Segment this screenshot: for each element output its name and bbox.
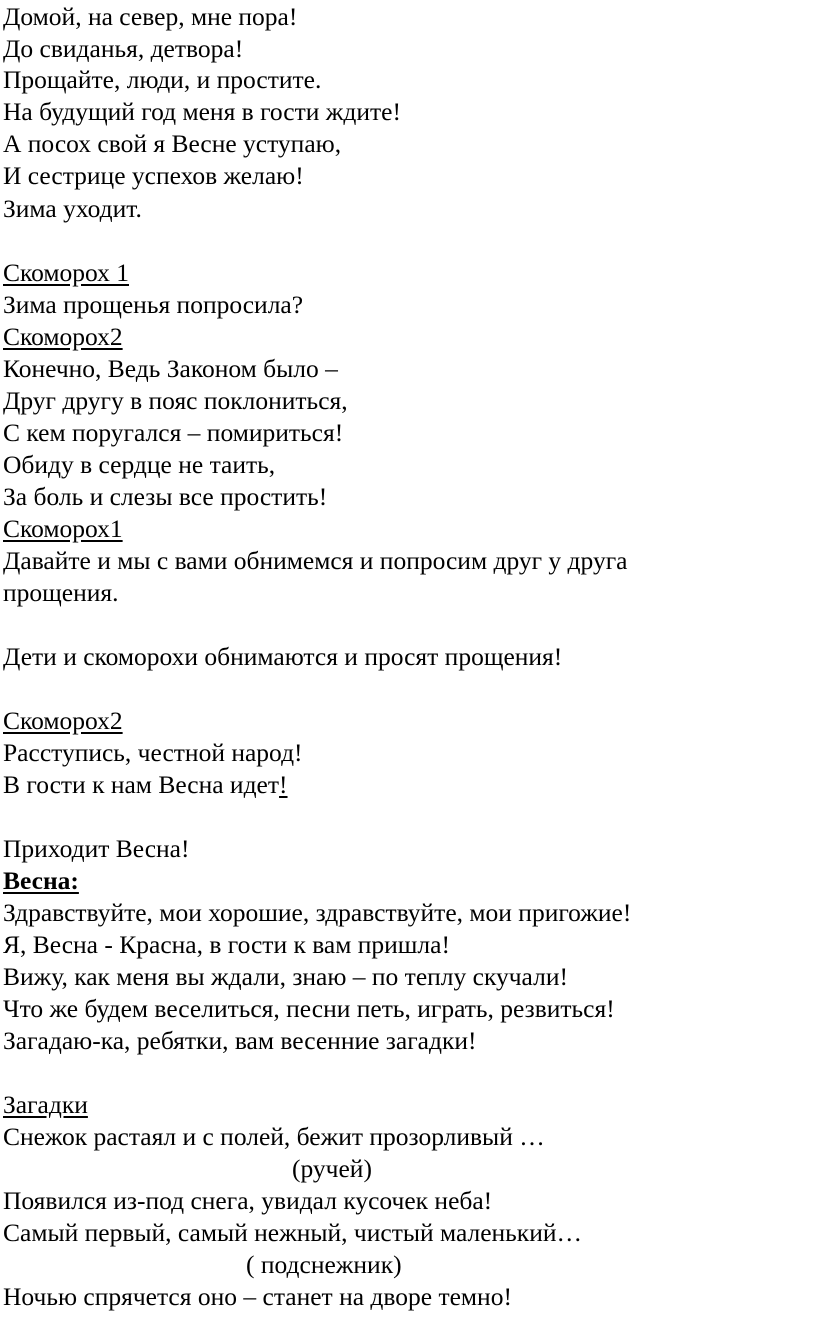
dialogue-line: Расступись, честной народ! xyxy=(3,738,303,767)
poem-line: Конечно, Ведь Законом было – xyxy=(3,354,338,383)
riddle-line: Появился из-под снега, увидал кусочек неба! xyxy=(3,1186,493,1215)
riddle-line: Ночью спрячется оно – станет на дворе темно! xyxy=(3,1282,512,1311)
poem-line: Вижу, как меня вы ждали, знаю – по теплу скучали! xyxy=(3,962,568,991)
dialogue-line: прощения. xyxy=(3,578,119,607)
poem-line: Загадаю-ка, ребятки, вам весенние загадки! xyxy=(3,1026,477,1055)
dialogue-line: Давайте и мы с вами обнимемся и попросим друг у друга xyxy=(3,546,628,575)
poem-line: А посох свой я Весне уступаю, xyxy=(3,129,342,158)
poem-line: Что же будем веселиться, песни петь, играть, резвиться! xyxy=(3,994,615,1023)
poem-line: На будущий год меня в гости ждите! xyxy=(3,97,401,126)
poem-line: Я, Весна - Красна, в гости к вам пришла! xyxy=(3,930,450,959)
dialogue-line: Зима прощенья попросила? xyxy=(3,290,304,319)
poem-line: До свиданья, детвора! xyxy=(3,34,244,63)
stage-direction: Приходит Весна! xyxy=(3,834,190,863)
speaker-name: Скоморох 1 xyxy=(3,258,129,287)
poem-line: Прощайте, люди, и простите. xyxy=(3,65,322,94)
speaker-name: Скоморох2 xyxy=(3,322,123,351)
riddle-line: Снежок растаял и с полей, бежит прозорливый … xyxy=(3,1122,545,1151)
speaker-name: Скоморох2 xyxy=(3,706,123,735)
dialogue-line xyxy=(3,772,288,798)
speaker-name: Весна: xyxy=(3,866,79,895)
riddle-answer: (ручей) xyxy=(292,1154,372,1183)
dialogue-text: В гости к нам Весна идет xyxy=(3,770,280,799)
poem-line: Друг другу в пояс поклониться, xyxy=(3,386,348,415)
section-heading: Загадки xyxy=(3,1090,88,1119)
poem-line: Домой, на север, мне пора! xyxy=(3,2,298,31)
poem-line: И сестрице успехов желаю! xyxy=(3,161,304,190)
riddle-line: Самый первый, самый нежный, чистый маленький… xyxy=(3,1218,582,1247)
poem-line: Обиду в сердце не таить, xyxy=(3,450,276,479)
underlined-exclamation: ! xyxy=(279,770,288,799)
speaker-name: Скоморох1 xyxy=(3,514,123,543)
poem-line: С кем поругался – помириться! xyxy=(3,418,344,447)
riddle-answer: ( подснежник) xyxy=(246,1250,402,1279)
stage-direction: Дети и скоморохи обнимаются и просят прощения! xyxy=(3,642,563,671)
poem-line: За боль и слезы все простить! xyxy=(3,482,328,511)
stage-direction: Зима уходит. xyxy=(3,194,142,223)
poem-line: Здравствуйте, мои хорошие, здравствуйте, мои пригожие! xyxy=(3,898,632,927)
